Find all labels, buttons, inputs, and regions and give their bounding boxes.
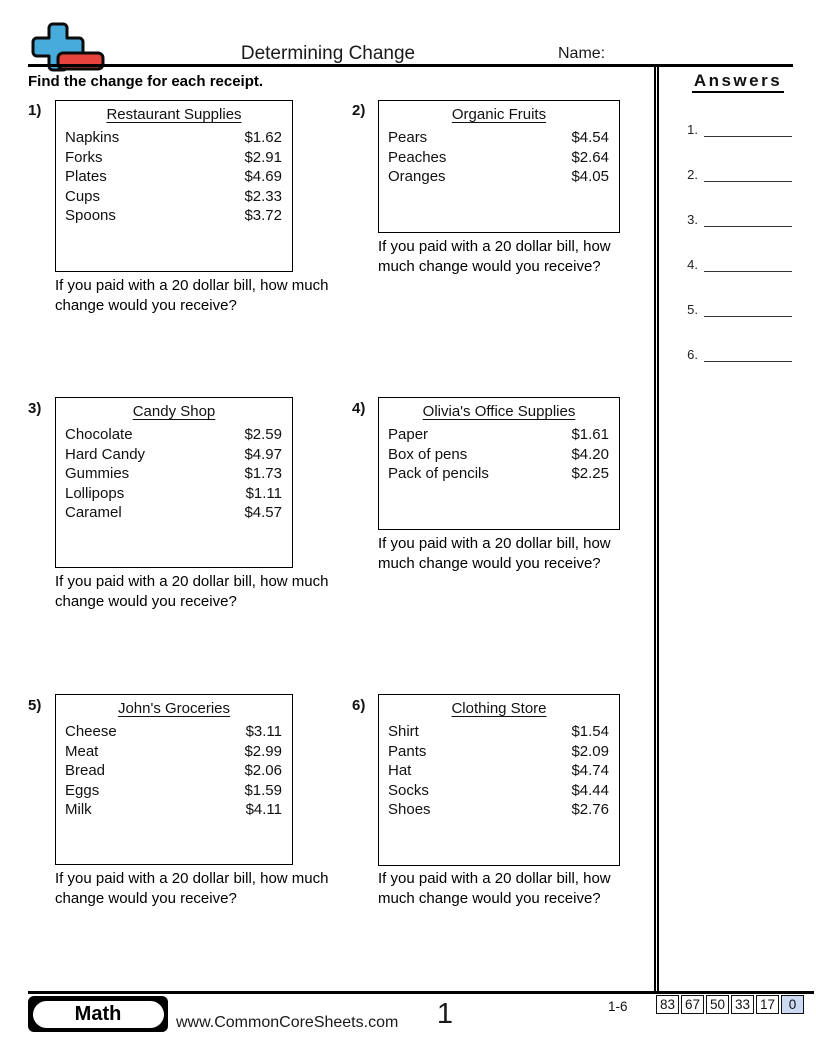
receipt-row [388,167,609,187]
receipt-row [65,800,282,820]
problem-6-number: 6) [352,697,366,714]
problem-1-receipt [55,100,293,272]
answer-number: 5. [687,302,698,317]
item-price: $2.06 [244,762,282,779]
item-name: Caramel [65,504,122,521]
receipt-row [65,761,282,781]
receipt-row [388,464,609,484]
item-price: $4.05 [571,168,609,185]
item-name: Lollipops [65,484,125,502]
answer-number: 1. [687,122,698,137]
score-cell: 33 [731,995,754,1014]
item-price: $1.61 [571,426,609,443]
answer-blank-2[interactable] [704,163,792,182]
problem-6-receipt [378,694,620,866]
item-price: $1.73 [244,465,282,482]
footer-divider [28,991,814,994]
item-name: Paper [388,426,429,443]
answer-slot-1 [676,119,792,137]
item-price: $2.59 [244,426,282,443]
item-price: $4.57 [244,504,282,521]
answer-slot-5 [676,299,792,317]
answer-blank-1[interactable] [704,118,792,137]
item-name: Peaches [388,148,447,166]
item-price: $4.11 [245,801,282,818]
problem-5-question: If you paid with a 20 dollar bill, how much change would you receive? [55,870,329,907]
item-price: $4.74 [571,762,609,779]
score-cell: 67 [681,995,704,1014]
item-price: $4.44 [571,781,609,799]
page-title: Determining Change [240,43,416,64]
math-logo [28,996,168,1032]
item-price: $1.62 [244,129,282,146]
problem-4-question: If you paid with a 20 dollar bill, how much change would you receive? [378,535,611,572]
receipt-row [65,206,282,226]
receipt-row [388,425,609,445]
answer-blank-3[interactable] [704,208,792,227]
answer-slot-6 [676,344,792,362]
problem-4-number: 4) [352,400,366,417]
item-name: Eggs [65,781,100,799]
item-price: $2.64 [571,148,609,166]
item-price: $2.99 [244,742,282,760]
item-name: Shirt [388,723,419,740]
receipt-row [65,464,282,484]
receipt-row [65,187,282,207]
receipt-items [56,123,292,226]
item-name: Spoons [65,207,116,224]
problem-5-number: 5) [28,697,42,714]
score-cell-highlighted: 0 [781,995,804,1014]
receipt-items [379,420,619,484]
item-name: Milk [65,801,92,818]
problem-2-question: If you paid with a 20 dollar bill, how much change would you receive? [378,238,611,275]
receipt-title: Clothing Store [451,700,547,717]
problem-5-receipt [55,694,293,865]
receipt-title: Candy Shop [132,403,216,420]
page-number: 1 [436,998,454,1030]
item-price: $2.76 [571,801,609,818]
answer-number: 2. [687,167,698,182]
score-cell: 17 [756,995,779,1014]
problem-3-receipt [55,397,293,568]
answer-blank-4[interactable] [704,253,792,272]
receipt-row [65,781,282,801]
instruction-text: Find the change for each receipt. [28,73,264,90]
item-name: Plates [65,168,107,185]
answer-slot-2 [676,164,792,182]
item-name: Hard Candy [65,445,146,463]
receipt-row [65,167,282,187]
item-price: $2.25 [571,465,609,482]
answer-number: 3. [687,212,698,227]
item-name: Shoes [388,801,431,818]
math-logo-label: Math [33,1001,164,1028]
receipt-row [65,484,282,504]
item-price: $1.59 [244,781,282,799]
problem-3-number: 3) [28,400,42,417]
item-price: $4.69 [244,168,282,185]
receipt-row [388,761,609,781]
item-name: Box of pens [388,445,468,463]
item-name: Socks [388,781,429,799]
item-price: $1.11 [245,484,282,502]
score-range-label: 1-6 [608,999,628,1014]
answer-slot-3 [676,209,792,227]
problem-3-question: If you paid with a 20 dollar bill, how much change would you receive? [55,573,329,610]
answer-number: 4. [687,257,698,272]
answer-blank-6[interactable] [704,343,792,362]
item-name: Cheese [65,723,117,740]
receipt-row [388,148,609,168]
score-table [656,995,804,1014]
receipt-row [65,148,282,168]
item-name: Pants [388,742,427,760]
receipt-items [56,717,292,820]
receipt-row [388,781,609,801]
problem-2-number: 2) [352,102,366,119]
item-price: $2.33 [244,187,282,205]
answer-number: 6. [687,347,698,362]
receipt-row [388,445,609,465]
website-text: www.CommonCoreSheets.com [176,1014,399,1031]
item-name: Gummies [65,465,130,482]
header-divider [28,64,793,67]
receipt-row [65,503,282,523]
name-label: Name: [558,45,606,62]
item-price: $4.20 [571,445,609,463]
problem-1-number: 1) [28,102,42,119]
item-name: Pack of pencils [388,465,489,482]
receipt-title: Restaurant Supplies [106,106,242,123]
item-name: Forks [65,148,103,166]
answer-blank-5[interactable] [704,298,792,317]
item-name: Pears [388,129,428,146]
answers-column-divider [654,67,659,992]
receipt-row [388,128,609,148]
item-price: $4.97 [244,445,282,463]
item-price: $3.11 [245,723,282,740]
receipt-row [65,722,282,742]
item-price: $1.54 [571,723,609,740]
item-name: Chocolate [65,426,133,443]
receipt-row [388,742,609,762]
item-name: Oranges [388,168,446,185]
receipt-items [379,717,619,820]
score-cell: 83 [656,995,679,1014]
item-name: Napkins [65,129,120,146]
receipt-row [65,742,282,762]
item-price: $2.09 [571,742,609,760]
receipt-items [56,420,292,523]
receipt-title: John's Groceries [117,700,231,717]
answers-heading: Answers [668,71,808,91]
item-price: $3.72 [244,207,282,224]
receipt-title: Olivia's Office Supplies [422,403,576,420]
problem-4-receipt [378,397,620,530]
item-name: Meat [65,742,99,760]
receipt-row [65,445,282,465]
receipt-items [379,123,619,187]
receipt-row [388,722,609,742]
problem-6-question: If you paid with a 20 dollar bill, how much change would you receive? [378,870,611,907]
receipt-row [65,425,282,445]
item-name: Hat [388,762,412,779]
score-cell: 50 [706,995,729,1014]
answer-slot-4 [676,254,792,272]
receipt-row [65,128,282,148]
problem-1-question: If you paid with a 20 dollar bill, how much change would you receive? [55,277,329,314]
problem-2-receipt [378,100,620,233]
receipt-row [388,800,609,820]
item-name: Bread [65,762,106,779]
item-price: $2.91 [244,148,282,166]
item-price: $4.54 [571,129,609,146]
receipt-title: Organic Fruits [451,106,547,123]
item-name: Cups [65,187,101,205]
